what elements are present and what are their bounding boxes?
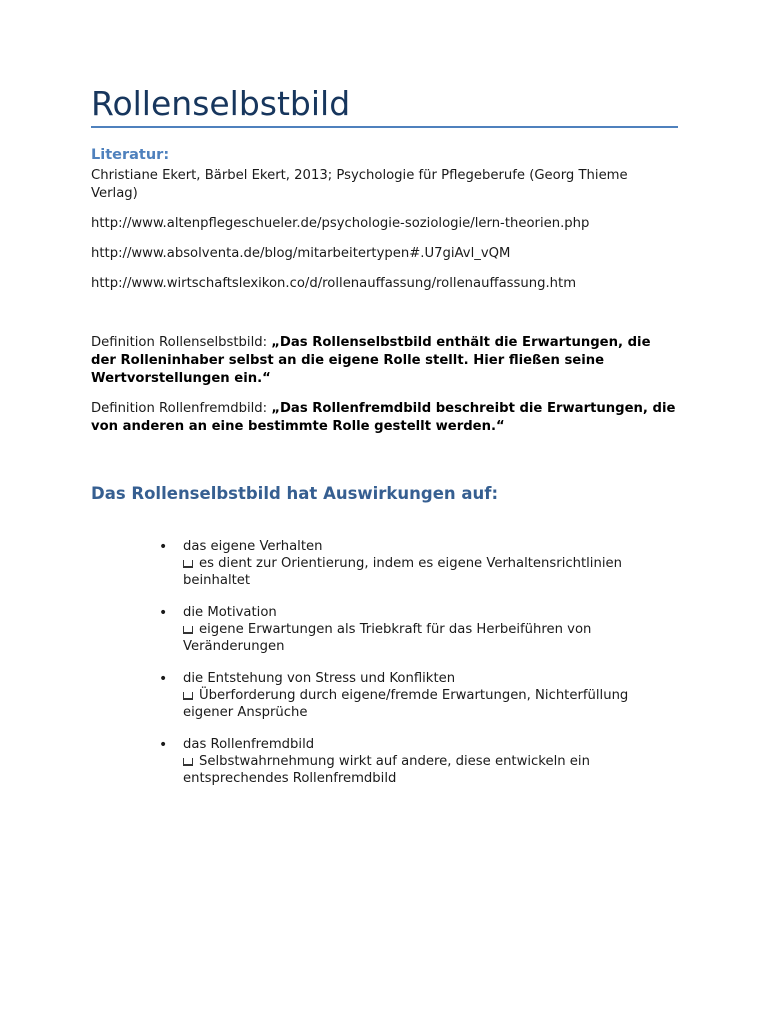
list-item-title: das Rollenfremdbild [183, 737, 315, 752]
list-item-detail [183, 621, 663, 655]
definition-text: „Das Rollenselbstbild enthält die Erwartungen, die der Rolleninhaber selbst an die eigene Rolle stellt. Hier fließen seine Wertvorstellungen ein.“ [91, 335, 651, 386]
list-item-detail-text: eigene Erwartungen als Triebkraft für das Herbeiführen von Veränderungen [183, 622, 592, 654]
list-item-title: die Entstehung von Stress und Konflikten [183, 671, 456, 686]
page-title: Rollenselbstbild [91, 84, 351, 123]
literature-link[interactable]: http://www.absolventa.de/blog/mitarbeitertypen#.U7giAvl_vQM [91, 246, 511, 261]
definition-label: Definition Rollenselbstbild: [91, 335, 268, 350]
definition-label: Definition Rollenfremdbild: [91, 401, 268, 416]
definition-text: „Das Rollenfremdbild beschreibt die Erwartungen, die von anderen an eine bestimmte Rolle gestellt werden.“ [91, 401, 676, 434]
bullet-icon: • [159, 539, 168, 555]
list-item-detail-text: es dient zur Orientierung, indem es eigene Verhaltensrichtlinien beinhaltet [183, 556, 622, 588]
list-item-detail-text: Überforderung durch eigene/fremde Erwartungen, Nichterfüllung eigener Ansprüche [183, 688, 629, 720]
return-arrow-icon [183, 692, 193, 700]
return-arrow-icon [183, 560, 193, 568]
return-arrow-icon [183, 626, 193, 634]
definition-selfimage [91, 334, 678, 388]
list-item-detail-text: Selbstwahrnehmung wirkt auf andere, diese entwickeln ein entsprechendes Rollenfremdbild [183, 754, 590, 786]
effects-heading: Das Rollenselbstbild hat Auswirkungen auf: [91, 484, 499, 503]
bullet-icon: • [159, 737, 168, 753]
bullet-icon: • [159, 671, 168, 687]
literature-link[interactable]: http://www.altenpflegeschueler.de/psychologie-soziologie/lern-theorien.php [91, 216, 590, 231]
list-item-title: das eigene Verhalten [183, 539, 323, 554]
literature-link[interactable]: http://www.wirtschaftslexikon.co/d/rollenauffassung/rollenauffassung.htm [91, 276, 577, 291]
list-item-detail [183, 555, 663, 589]
list-item-title: die Motivation [183, 605, 277, 620]
bullet-icon: • [159, 605, 168, 621]
literature-heading: Literatur: [91, 147, 170, 163]
definition-foreignimage [91, 400, 678, 436]
list-item-detail [183, 687, 663, 721]
return-arrow-icon [183, 758, 193, 766]
citation-text: Christiane Ekert, Bärbel Ekert, 2013; Psychologie für Pflegeberufe (Georg Thieme Verlag) [91, 168, 628, 201]
list-item-detail [183, 753, 663, 787]
title-divider [91, 126, 678, 128]
